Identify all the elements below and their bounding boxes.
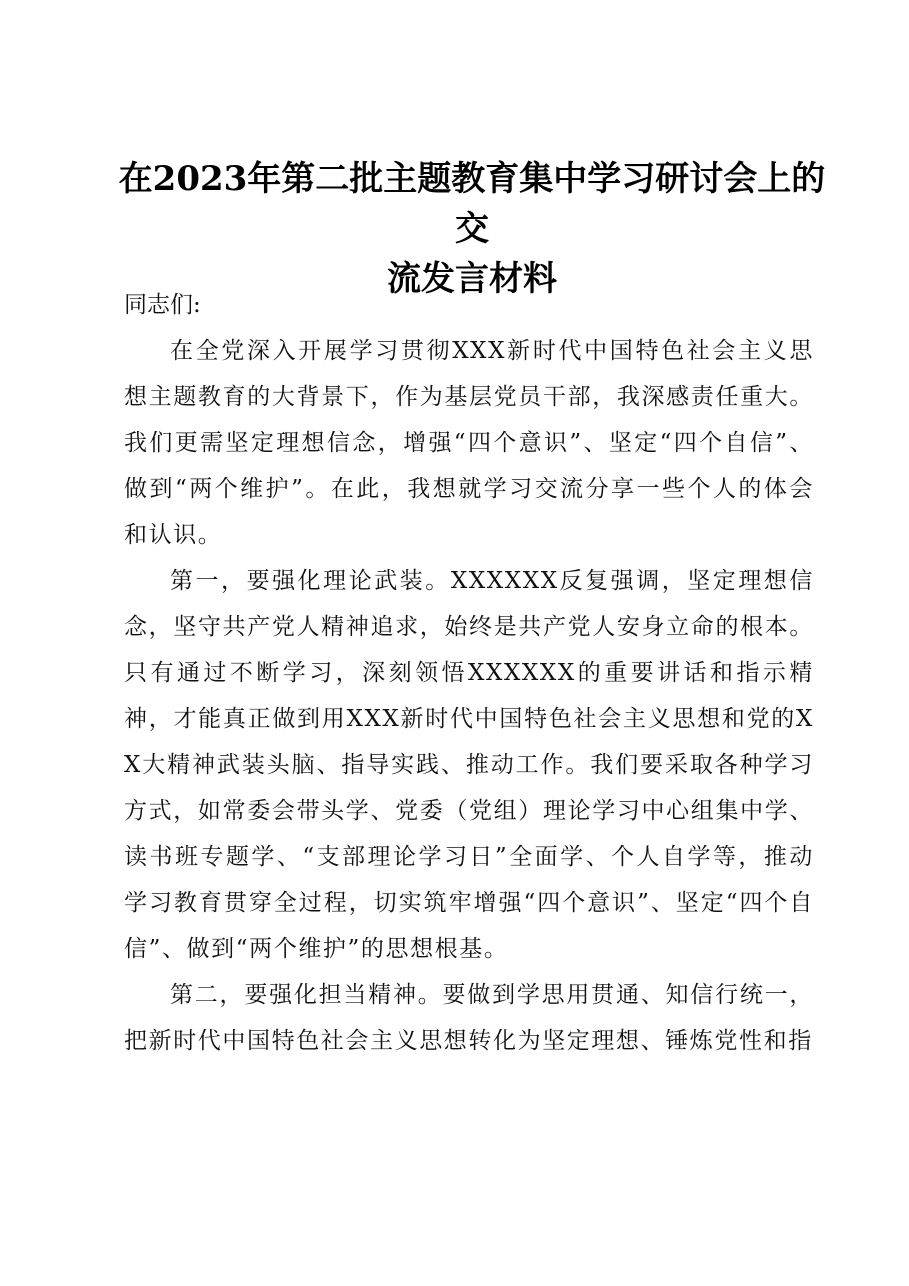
document-title-line-2: 流发言材料 bbox=[387, 259, 557, 299]
paragraph-second-point: 第二，要强化担当精神。要做到学思用贯通、知信行统一，把新时代中国特色社会主义思想转化为坚定理想、锤炼党性和指 bbox=[124, 982, 814, 1054]
document-body bbox=[124, 282, 814, 1064]
salutation: 同志们: bbox=[124, 292, 201, 318]
document-title-line-1: 在2023年第二批主题教育集中学习研讨会上的交 bbox=[118, 159, 826, 249]
paragraph-first-point: 第一，要强化理论武装。XXXXXX反复强调，坚定理想信念，坚守共产党人精神追求，始终是共产党人安身立命的根本。只有通过不断学习，深刻领悟XXXXXX的重要讲话和指示精神，才能真正做到用XXX新时代中国特色社会主义思想和党的XX大精神武装头脑、指导实践、推动工作。我们要采取各种学习方式，如常委会带头学、党委（党组）理论学习中心组集中学、读书班专题学、“支部理论学习日”全面学、个人自学等，推动学习教育贯穿全过程，切实筑牢增强“四个意识”、坚定“四个自信”、做到“两个维护”的思想根基。 bbox=[124, 568, 814, 962]
paragraph-intro: 在全党深入开展学习贯彻XXX新时代中国特色社会主义思想主题教育的大背景下，作为基层党员干部，我深感责任重大。我们更需坚定理想信念，增强“四个意识”、坚定“四个自信”、做到“两个维护”。在此，我想就学习交流分享一些个人的体会和认识。 bbox=[124, 338, 814, 548]
